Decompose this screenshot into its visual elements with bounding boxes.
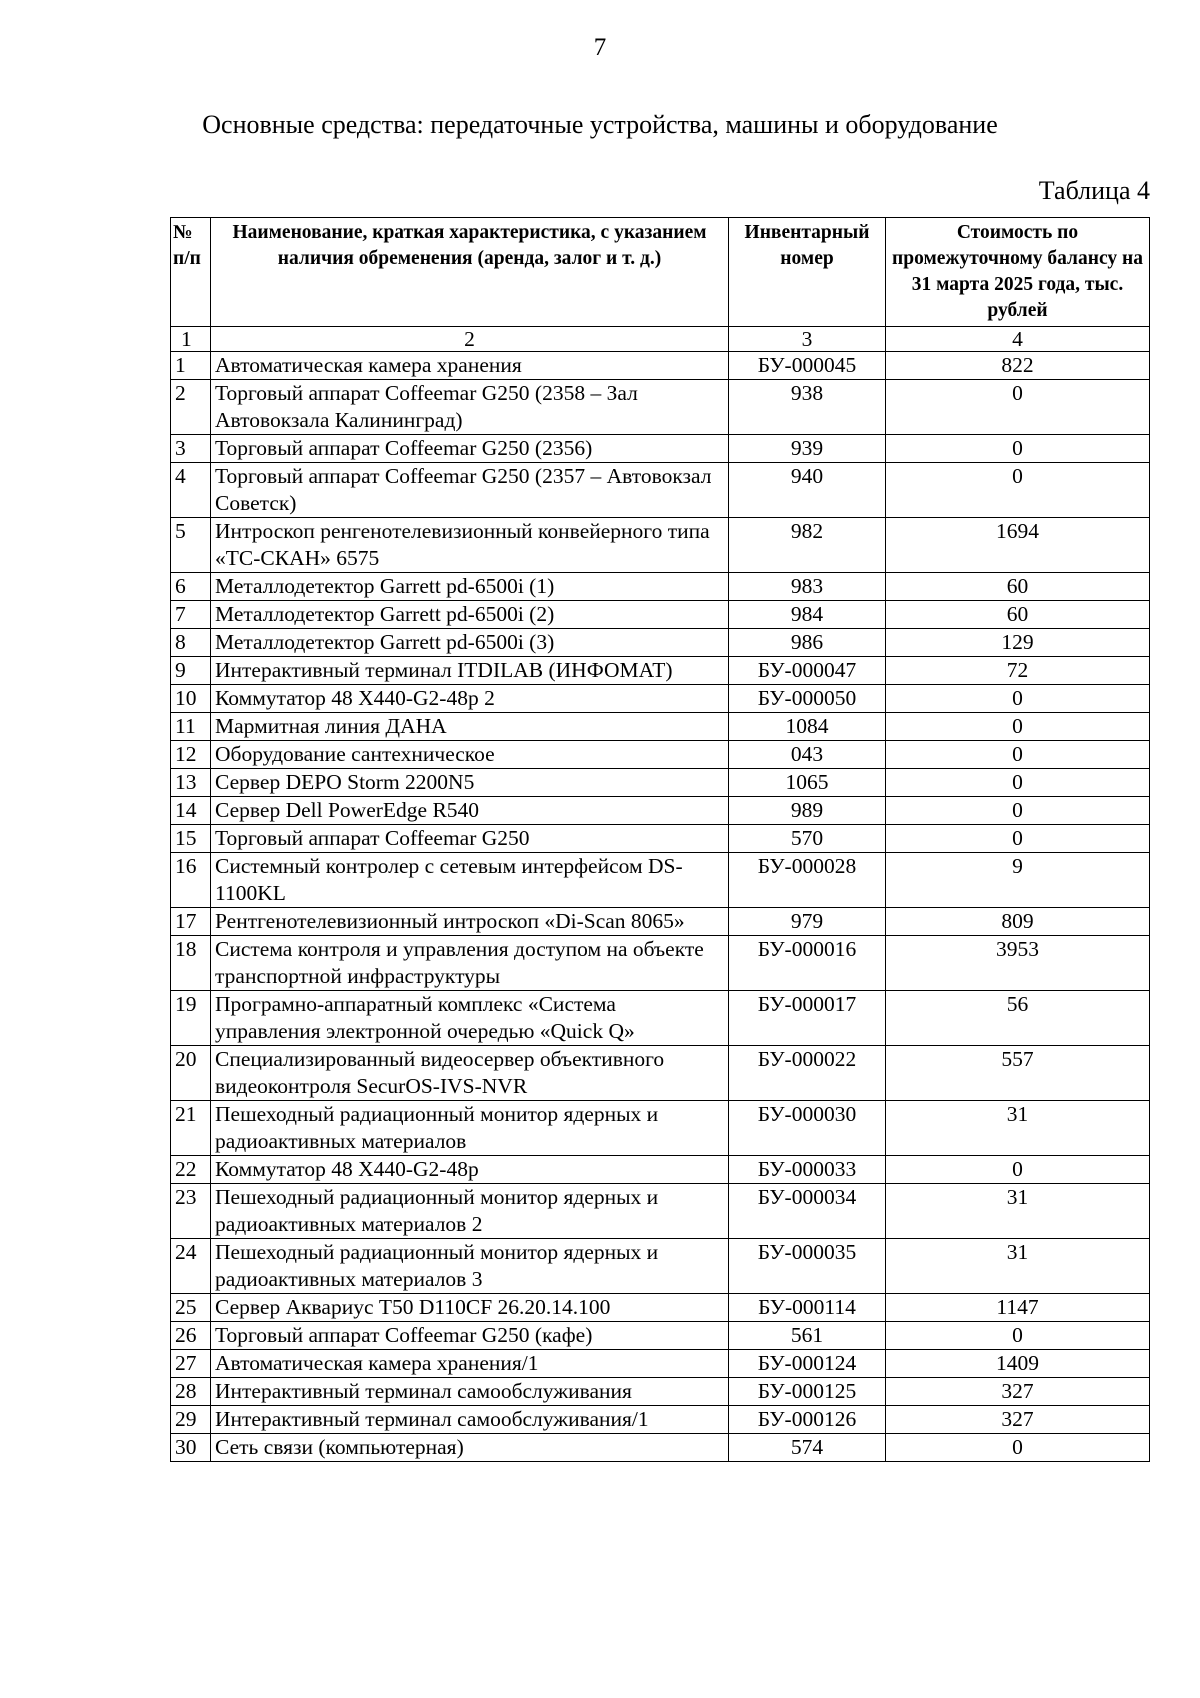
row-number: 25 xyxy=(171,1294,211,1322)
asset-name: Автоматическая камера хранения/1 xyxy=(211,1350,729,1378)
asset-name: Торговый аппарат Coffeemar G250 (2357 – Автовокзал Советск) xyxy=(211,463,729,518)
header-name: Наименование, краткая характеристика, с указанием наличия обременения (аренда, залог и т. д.) xyxy=(211,218,729,327)
asset-name: Пешеходный радиационный монитор ядерных и радиоактивных материалов xyxy=(211,1101,729,1156)
asset-cost: 0 xyxy=(886,435,1150,463)
table-row xyxy=(171,1378,1150,1406)
page-number: 7 xyxy=(593,34,607,61)
row-number: 27 xyxy=(171,1350,211,1378)
table-body xyxy=(171,327,1150,1462)
asset-name: Рентгенотелевизионный интроскоп «Di-Scan 8065» xyxy=(211,908,729,936)
inventory-number: 984 xyxy=(729,601,886,629)
column-number-row xyxy=(171,327,1150,352)
inventory-number: 561 xyxy=(729,1322,886,1350)
table-row xyxy=(171,518,1150,573)
inventory-number: 570 xyxy=(729,825,886,853)
column-number: 1 xyxy=(171,327,211,352)
asset-name: Сервер DEPO Storm 2200N5 xyxy=(211,769,729,797)
inventory-number: БУ-000017 xyxy=(729,991,886,1046)
table-header xyxy=(171,218,1150,327)
header-number: № п/п xyxy=(171,218,211,327)
asset-name: Системный контролер с сетевым интерфейсом DS-1100KL xyxy=(211,853,729,908)
asset-name: Специализированный видеосервер объективного видеоконтроля SecurOS-IVS-NVR xyxy=(211,1046,729,1101)
asset-cost: 0 xyxy=(886,741,1150,769)
row-number: 20 xyxy=(171,1046,211,1101)
table-row xyxy=(171,685,1150,713)
asset-cost: 56 xyxy=(886,991,1150,1046)
asset-name: Система контроля и управления доступом на объекте транспортной инфраструктуры xyxy=(211,936,729,991)
inventory-number: БУ-000034 xyxy=(729,1184,886,1239)
table-row xyxy=(171,1046,1150,1101)
row-number: 21 xyxy=(171,1101,211,1156)
asset-cost: 0 xyxy=(886,769,1150,797)
inventory-number: БУ-000022 xyxy=(729,1046,886,1101)
table-row xyxy=(171,853,1150,908)
header-cost: Стоимость по промежуточному балансу на 31 марта 2025 года, тыс. рублей xyxy=(886,218,1150,327)
row-number: 13 xyxy=(171,769,211,797)
asset-name: Сеть связи (компьютерная) xyxy=(211,1434,729,1462)
inventory-number: БУ-000047 xyxy=(729,657,886,685)
row-number: 1 xyxy=(171,352,211,380)
asset-name: Коммутатор 48 X440-G2-48p xyxy=(211,1156,729,1184)
row-number: 23 xyxy=(171,1184,211,1239)
asset-name: Торговый аппарат Coffeemar G250 xyxy=(211,825,729,853)
asset-cost: 31 xyxy=(886,1239,1150,1294)
asset-name: Пешеходный радиационный монитор ядерных и радиоактивных материалов 2 xyxy=(211,1184,729,1239)
row-number: 17 xyxy=(171,908,211,936)
asset-cost: 9 xyxy=(886,853,1150,908)
inventory-number: 983 xyxy=(729,573,886,601)
row-number: 19 xyxy=(171,991,211,1046)
asset-name: Торговый аппарат Coffeemar G250 (2356) xyxy=(211,435,729,463)
row-number: 9 xyxy=(171,657,211,685)
inventory-number: БУ-000028 xyxy=(729,853,886,908)
table-row xyxy=(171,825,1150,853)
row-number: 10 xyxy=(171,685,211,713)
table-row xyxy=(171,1101,1150,1156)
asset-name: Интерактивный терминал самообслуживания/1 xyxy=(211,1406,729,1434)
inventory-number: БУ-000030 xyxy=(729,1101,886,1156)
table-row xyxy=(171,1322,1150,1350)
asset-cost: 60 xyxy=(886,601,1150,629)
column-number: 4 xyxy=(886,327,1150,352)
row-number: 18 xyxy=(171,936,211,991)
asset-cost: 0 xyxy=(886,1434,1150,1462)
row-number: 16 xyxy=(171,853,211,908)
asset-name: Интроскоп ренгенотелевизионный конвейерного типа «ТС-СКАН» 6575 xyxy=(211,518,729,573)
document-title: Основные средства: передаточные устройства, машины и оборудование xyxy=(202,110,998,139)
table-row xyxy=(171,463,1150,518)
asset-name: Интерактивный терминал самообслуживания xyxy=(211,1378,729,1406)
asset-name: Металлодетектор Garrett pd-6500i (1) xyxy=(211,573,729,601)
asset-cost: 327 xyxy=(886,1406,1150,1434)
asset-cost: 1409 xyxy=(886,1350,1150,1378)
asset-cost: 129 xyxy=(886,629,1150,657)
asset-name: Програмно-аппаратный комплекс «Система управления электронной очередью «Quick Q» xyxy=(211,991,729,1046)
asset-name: Сервер Аквариус T50 D110CF 26.20.14.100 xyxy=(211,1294,729,1322)
assets-table xyxy=(170,217,1150,1462)
table-row xyxy=(171,797,1150,825)
inventory-number: БУ-000033 xyxy=(729,1156,886,1184)
table-row xyxy=(171,1434,1150,1462)
header-inventory: Инвентарный номер xyxy=(729,218,886,327)
asset-name: Оборудование сантехническое xyxy=(211,741,729,769)
row-number: 7 xyxy=(171,601,211,629)
table-row xyxy=(171,380,1150,435)
table-row xyxy=(171,573,1150,601)
asset-cost: 1694 xyxy=(886,518,1150,573)
table-label: Таблица 4 xyxy=(1038,176,1150,205)
inventory-number: 986 xyxy=(729,629,886,657)
row-number: 15 xyxy=(171,825,211,853)
row-number: 14 xyxy=(171,797,211,825)
table-row xyxy=(171,936,1150,991)
asset-name: Металлодетектор Garrett pd-6500i (2) xyxy=(211,601,729,629)
asset-name: Мармитная линия ДАНА xyxy=(211,713,729,741)
inventory-number: БУ-000124 xyxy=(729,1350,886,1378)
row-number: 6 xyxy=(171,573,211,601)
asset-cost: 0 xyxy=(886,713,1150,741)
row-number: 24 xyxy=(171,1239,211,1294)
table-row xyxy=(171,629,1150,657)
asset-cost: 0 xyxy=(886,380,1150,435)
inventory-number: 989 xyxy=(729,797,886,825)
table-row xyxy=(171,601,1150,629)
asset-name: Коммутатор 48 X440-G2-48p 2 xyxy=(211,685,729,713)
column-number: 2 xyxy=(211,327,729,352)
inventory-number: 940 xyxy=(729,463,886,518)
header-row xyxy=(171,218,1150,327)
asset-cost: 327 xyxy=(886,1378,1150,1406)
row-number: 29 xyxy=(171,1406,211,1434)
asset-cost: 0 xyxy=(886,1322,1150,1350)
asset-cost: 0 xyxy=(886,825,1150,853)
row-number: 8 xyxy=(171,629,211,657)
row-number: 11 xyxy=(171,713,211,741)
table-row xyxy=(171,991,1150,1046)
row-number: 22 xyxy=(171,1156,211,1184)
inventory-number: 939 xyxy=(729,435,886,463)
inventory-number: 982 xyxy=(729,518,886,573)
asset-name: Сервер Dell PowerEdge R540 xyxy=(211,797,729,825)
table-row xyxy=(171,1294,1150,1322)
inventory-number: 1084 xyxy=(729,713,886,741)
inventory-number: 043 xyxy=(729,741,886,769)
asset-cost: 557 xyxy=(886,1046,1150,1101)
asset-name: Металлодетектор Garrett pd-6500i (3) xyxy=(211,629,729,657)
row-number: 26 xyxy=(171,1322,211,1350)
table-row xyxy=(171,741,1150,769)
table-row xyxy=(171,908,1150,936)
table-row xyxy=(171,1406,1150,1434)
row-number: 12 xyxy=(171,741,211,769)
table-row xyxy=(171,352,1150,380)
asset-cost: 822 xyxy=(886,352,1150,380)
row-number: 4 xyxy=(171,463,211,518)
asset-cost: 60 xyxy=(886,573,1150,601)
row-number: 2 xyxy=(171,380,211,435)
table-row xyxy=(171,769,1150,797)
asset-cost: 0 xyxy=(886,797,1150,825)
asset-cost: 809 xyxy=(886,908,1150,936)
table-row xyxy=(171,1156,1150,1184)
table-row xyxy=(171,1184,1150,1239)
table-row xyxy=(171,657,1150,685)
table-row xyxy=(171,1350,1150,1378)
asset-name: Торговый аппарат Coffeemar G250 (кафе) xyxy=(211,1322,729,1350)
inventory-number: БУ-000016 xyxy=(729,936,886,991)
row-number: 3 xyxy=(171,435,211,463)
asset-cost: 72 xyxy=(886,657,1150,685)
inventory-number: БУ-000035 xyxy=(729,1239,886,1294)
inventory-number: БУ-000050 xyxy=(729,685,886,713)
asset-cost: 0 xyxy=(886,463,1150,518)
table-row xyxy=(171,713,1150,741)
table-row xyxy=(171,1239,1150,1294)
asset-cost: 31 xyxy=(886,1184,1150,1239)
asset-name: Интерактивный терминал ITDILAB (ИНФОМАТ) xyxy=(211,657,729,685)
asset-cost: 3953 xyxy=(886,936,1150,991)
asset-name: Автоматическая камера хранения xyxy=(211,352,729,380)
inventory-number: 938 xyxy=(729,380,886,435)
row-number: 5 xyxy=(171,518,211,573)
inventory-number: БУ-000125 xyxy=(729,1378,886,1406)
inventory-number: 1065 xyxy=(729,769,886,797)
inventory-number: 574 xyxy=(729,1434,886,1462)
inventory-number: 979 xyxy=(729,908,886,936)
asset-cost: 31 xyxy=(886,1101,1150,1156)
inventory-number: БУ-000126 xyxy=(729,1406,886,1434)
asset-cost: 0 xyxy=(886,1156,1150,1184)
table-row xyxy=(171,435,1150,463)
inventory-number: БУ-000045 xyxy=(729,352,886,380)
asset-name: Торговый аппарат Coffeemar G250 (2358 – Зал Автовокзала Калининград) xyxy=(211,380,729,435)
inventory-number: БУ-000114 xyxy=(729,1294,886,1322)
column-number: 3 xyxy=(729,327,886,352)
asset-name: Пешеходный радиационный монитор ядерных и радиоактивных материалов 3 xyxy=(211,1239,729,1294)
asset-cost: 0 xyxy=(886,685,1150,713)
asset-cost: 1147 xyxy=(886,1294,1150,1322)
row-number: 28 xyxy=(171,1378,211,1406)
row-number: 30 xyxy=(171,1434,211,1462)
